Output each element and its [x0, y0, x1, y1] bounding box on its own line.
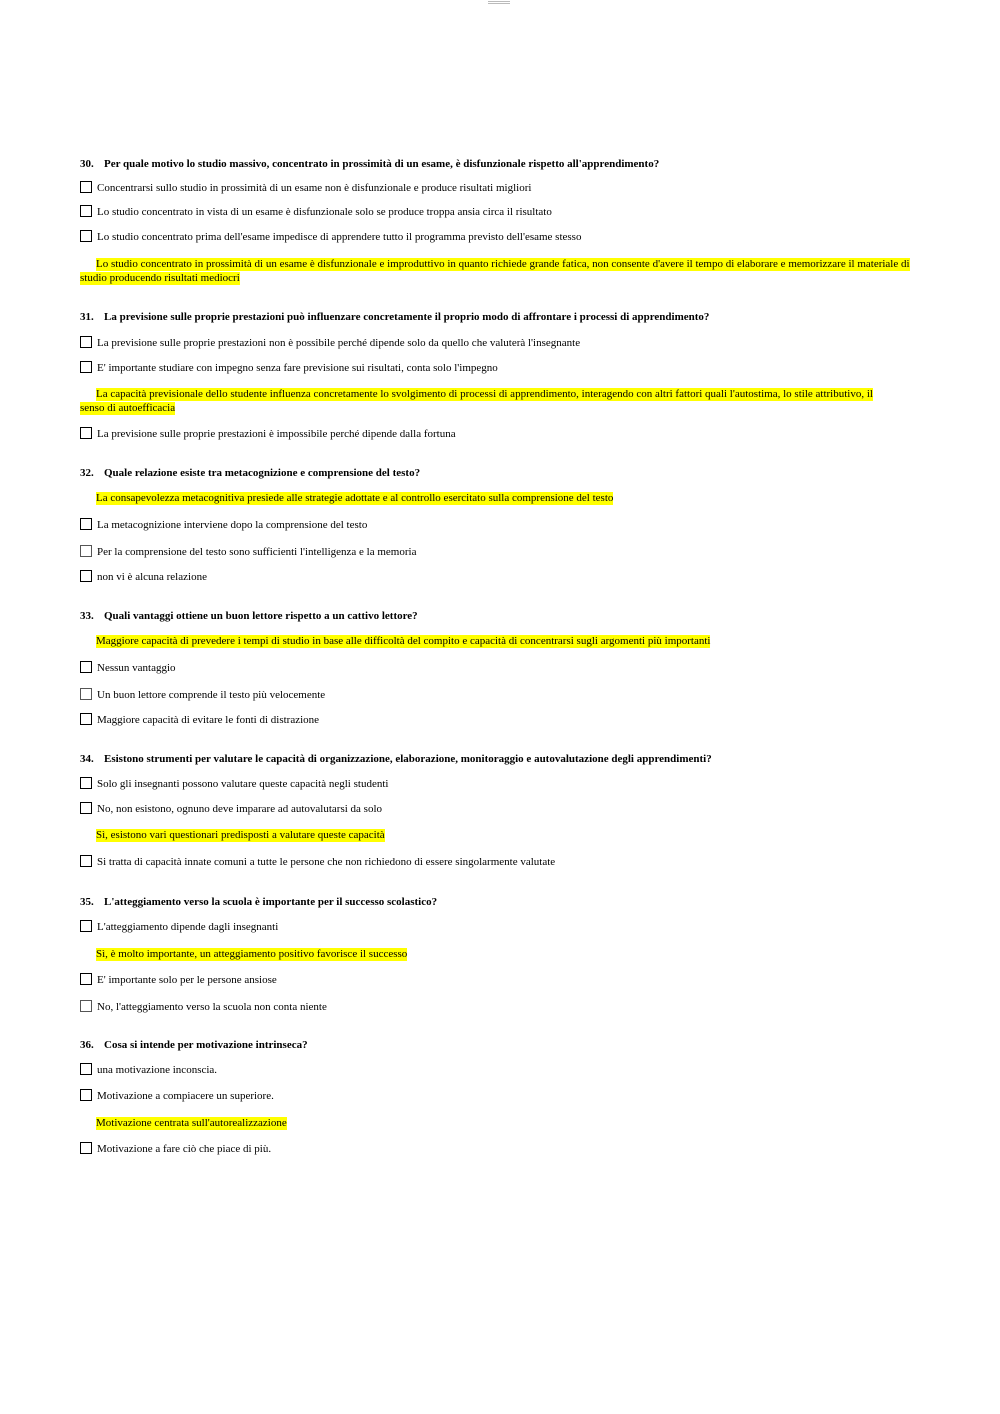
question-title: 36. Cosa si intende per motivazione intrinseca?	[80, 1039, 308, 1051]
correct-answer: Lo studio concentrato in prossimità di un esame è disfunzionale e improduttivo in quanto richiede grande fatica, non consente d'avere il tempo di elaborare e memorizzare il materiale di studio producendo risultati mediocri	[80, 258, 910, 284]
question-33: 33. Quali vantaggi ottiene un buon lettore rispetto a un cattivo lettore? Maggiore capacità di prevedere i tempi di studio in base alle difficoltà del compito e capacità di concentrarsi sugli argomenti più importanti Nessun vantaggio Un buon lettore comprende il testo più velocemente Maggiore capacità di evitare le fonti di distrazione	[80, 610, 920, 623]
correct-answer: Sì, è molto importante, un atteggiamento positivo favorisce il successo	[96, 948, 408, 960]
checkbox[interactable]	[80, 688, 92, 700]
question-31: 31. La previsione sulle proprie prestazioni può influenzare concretamente il proprio modo di affrontare i processi di apprendimento? La previsione sulle proprie prestazioni non è possibile perché dipende solo da quello che valuterà l'insegnante E' importante studiare con impegno senza fare previsione sui risultati, conta solo l'impegno La capacità previsionale dello studente influenza concretamente lo svolgimento di processi di apprendimento, interagendo con altri fattori quali l'autostima, lo stile attributivo, il senso di autoefficacia La previsione sulle proprie prestazioni è impossibile perché dipende dalla fortuna	[80, 311, 920, 324]
checkbox[interactable]	[80, 545, 92, 557]
correct-answer: La capacità previsionale dello studente influenza concretamente lo svolgimento di processi di apprendimento, interagendo con altri fattori quali l'autostima, lo stile attributivo, il senso di autoefficacia	[80, 388, 873, 414]
checkbox[interactable]	[80, 570, 92, 582]
checkbox[interactable]	[80, 713, 92, 725]
checkbox[interactable]	[80, 1089, 92, 1101]
question-title: 35. L'atteggiamento verso la scuola è importante per il successo scolastico?	[80, 896, 438, 908]
question-34: 34. Esistono strumenti per valutare le capacità di organizzazione, elaborazione, monitoraggio e autovalutazione degli apprendimenti? Solo gli insegnanti possono valutare queste capacità negli studenti No, non esistono, ognuno deve imparare ad autovalutarsi da solo Sì, esistono vari questionari predisposti a valutare queste capacità Si tratta di capacità innate comuni a tutte le persone che non richiedono di essere singolarmente valutate	[80, 753, 920, 766]
checkbox[interactable]	[80, 1063, 92, 1075]
checkbox[interactable]	[80, 336, 92, 348]
correct-answer: Maggiore capacità di prevedere i tempi di studio in base alle difficoltà del compito e capacità di concentrarsi sugli argomenti più importanti	[96, 635, 711, 647]
checkbox[interactable]	[80, 973, 92, 985]
checkbox[interactable]	[80, 361, 92, 373]
checkbox[interactable]	[80, 181, 92, 193]
checkbox[interactable]	[80, 518, 92, 530]
question-title: 33. Quali vantaggi ottiene un buon lettore rispetto a un cattivo lettore?	[80, 610, 418, 622]
checkbox[interactable]	[80, 777, 92, 789]
checkbox[interactable]	[80, 1000, 92, 1012]
question-title: 34. Esistono strumenti per valutare le capacità di organizzazione, elaborazione, monitoraggio e autovalutazione degli apprendimenti?	[80, 753, 712, 765]
correct-answer: La consapevolezza metacognitiva presiede alle strategie adottate e al controllo esercitato sulla comprensione del testo	[96, 492, 614, 504]
correct-answer: Motivazione centrata sull'autorealizzazione	[96, 1117, 287, 1129]
question-36: 36. Cosa si intende per motivazione intrinseca? una motivazione inconscia. Motivazione a compiacere un superiore. Motivazione centrata sull'autorealizzazione Motivazione a fare ciò che piace di più.	[80, 1039, 920, 1052]
question-30: 30. Per quale motivo lo studio massivo, concentrato in prossimità di un esame, è disfunzionale rispetto all'apprendimento? Concentrarsi sullo studio in prossimità di un esame non è disfunzionale e produce risultati migliori Lo studio concentrato in vista di un esame è disfunzionale solo se produce troppa ansia circa il risultato Lo studio concentrato prima dell'esame impedisce di apprendere tutto il programma previsto dell'esame stesso Lo studio concentrato in prossimità di un esame è disfunzionale e improduttivo in quanto richiede grande fatica, non consente d'avere il tempo di elaborare e memorizzare il materiale di studio producendo risultati mediocri	[80, 158, 920, 171]
question-title: 32. Quale relazione esiste tra metacognizione e comprensione del testo?	[80, 467, 421, 479]
checkbox[interactable]	[80, 230, 92, 242]
checkbox[interactable]	[80, 920, 92, 932]
checkbox[interactable]	[80, 427, 92, 439]
question-35: 35. L'atteggiamento verso la scuola è importante per il successo scolastico? L'atteggiamento dipende dagli insegnanti Sì, è molto importante, un atteggiamento positivo favorisce il successo E' importante solo per le persone ansiose No, l'atteggiamento verso la scuola non conta niente	[80, 896, 920, 909]
question-title: 31. La previsione sulle proprie prestazioni può influenzare concretamente il proprio modo di affrontare i processi di apprendimento?	[80, 311, 710, 323]
checkbox[interactable]	[80, 1142, 92, 1154]
checkbox[interactable]	[80, 205, 92, 217]
question-title: 30. Per quale motivo lo studio massivo, concentrato in prossimità di un esame, è disfunzionale rispetto all'apprendimento?	[80, 158, 660, 170]
checkbox[interactable]	[80, 855, 92, 867]
page-header-mark	[488, 0, 510, 4]
question-32: 32. Quale relazione esiste tra metacognizione e comprensione del testo? La consapevolezza metacognitiva presiede alle strategie adottate e al controllo esercitato sulla comprensione del testo La metacognizione interviene dopo la comprensione del testo Per la comprensione del testo sono sufficienti l'intelligenza e la memoria non vi è alcuna relazione	[80, 467, 920, 480]
checkbox[interactable]	[80, 802, 92, 814]
checkbox[interactable]	[80, 661, 92, 673]
correct-answer: Sì, esistono vari questionari predisposti a valutare queste capacità	[96, 829, 385, 841]
